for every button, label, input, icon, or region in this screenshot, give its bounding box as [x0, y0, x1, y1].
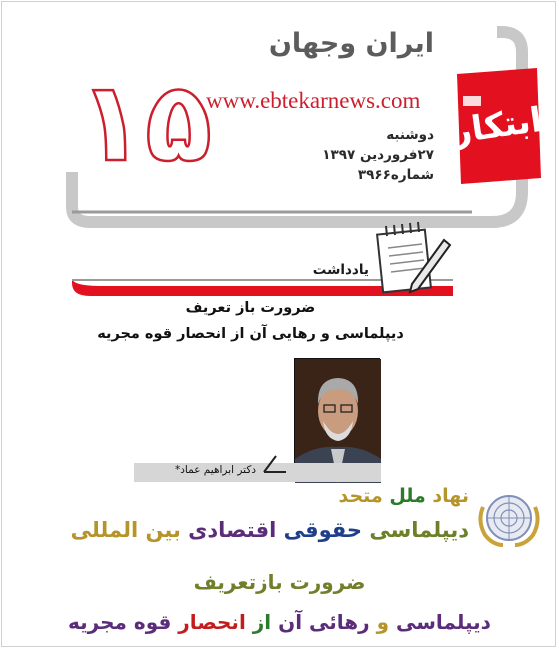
date-block [322, 125, 434, 185]
subtitle-part3: اقتصادی [180, 518, 277, 542]
org-part1: نهاد [425, 485, 469, 507]
day-label: دوشنبه [386, 127, 434, 143]
site-url[interactable]: www.ebtekarnews.com [206, 88, 421, 113]
title2-part5: از [245, 610, 272, 634]
section-title: ایران وجهان [268, 28, 434, 59]
title2-part3: رهائی [302, 610, 370, 634]
title2-part2: و [369, 610, 390, 634]
notepad-pencil-icon [372, 218, 454, 300]
headline-line2: دیپلماسی و رهایی آن از انحصار قوه مجریه [97, 326, 404, 342]
brand-logo [451, 66, 543, 186]
subtitle-part4: بین المللی [70, 518, 181, 542]
issue-label: شماره۳۹۶۶ [357, 167, 434, 183]
page-number-text: ۱۵ [77, 58, 213, 186]
title2-part1: دیپلماسی [389, 610, 491, 634]
headline-line1: ضرورت باز تعریف [185, 300, 316, 316]
title2-part4: آن [271, 610, 303, 634]
footer-title-line2 [0, 610, 559, 634]
org-part3: متحد [338, 485, 390, 507]
un-emblem-icon [473, 487, 545, 549]
date-label: ۲۷فروردین ۱۳۹۷ [322, 147, 434, 163]
org-part2: ملل [389, 485, 426, 507]
note-label: یادداشت [312, 262, 369, 278]
caption-bar [134, 463, 381, 482]
logo-text: ابتکار [449, 99, 545, 153]
org-heading [339, 485, 469, 507]
subtitle-part1: دیپلماسی [362, 518, 469, 542]
title2-part6: انحصار [171, 610, 246, 634]
caption-arrow-icon [260, 452, 290, 474]
subtitle-part2: حقوقی [276, 518, 363, 542]
page-number [77, 58, 213, 186]
org-subheading [71, 518, 469, 542]
author-caption: دکتر ابراهیم عماد* [175, 464, 257, 476]
footer-title-line1: ضرورت بازتعریف [193, 570, 366, 594]
title2-part7: قوه مجریه [68, 610, 172, 634]
